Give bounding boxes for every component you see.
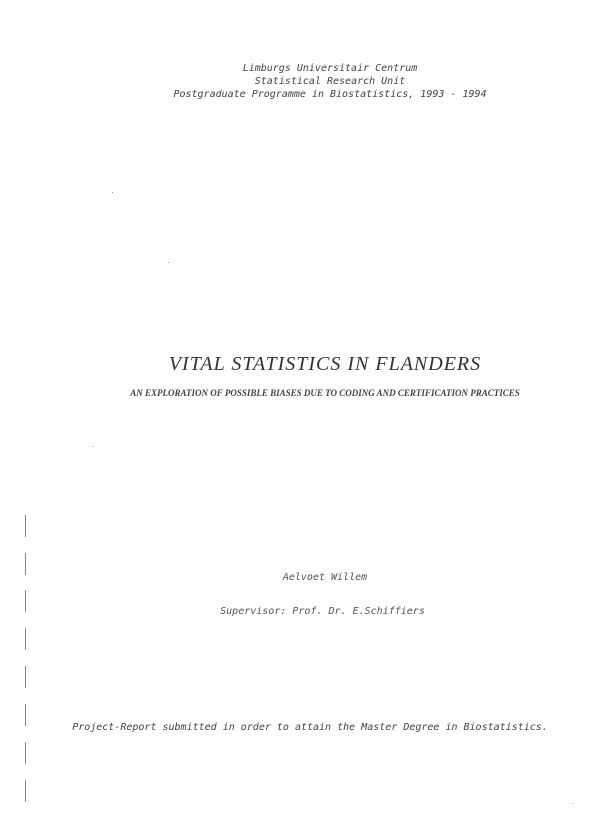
programme-name: Postgraduate Programme in Biostatistics, 1993 - 1994 [173,89,487,100]
scan-speck [112,192,113,193]
supervisor-line: Supervisor: Prof. Dr. E.Schiffiers [220,606,425,617]
research-unit: Statistical Research Unit [254,76,406,87]
document-subtitle: AN EXPLORATION OF POSSIBLE BIASES DUE TO CODING AND CERTIFICATION PRACTICES [130,388,520,398]
binding-mark [25,666,26,688]
binding-mark [25,780,26,802]
report-submission-note: Project-Report submitted in order to attain the Master Degree in Biostatistics. [72,722,548,733]
institution-header [0,62,600,101]
binding-mark [25,704,26,726]
scan-speck [168,262,169,263]
binding-mark [25,515,26,537]
binding-mark [25,742,26,764]
university-name: Limburgs Universitair Centrum [242,63,418,74]
binding-mark [25,590,26,612]
document-title: VITAL STATISTICS IN FLANDERS [168,353,482,375]
scan-speck [572,803,573,804]
binding-mark [25,628,26,650]
scan-speck [92,446,93,447]
binding-mark [25,553,26,575]
author-name: Aelvoet Willem [282,572,368,583]
